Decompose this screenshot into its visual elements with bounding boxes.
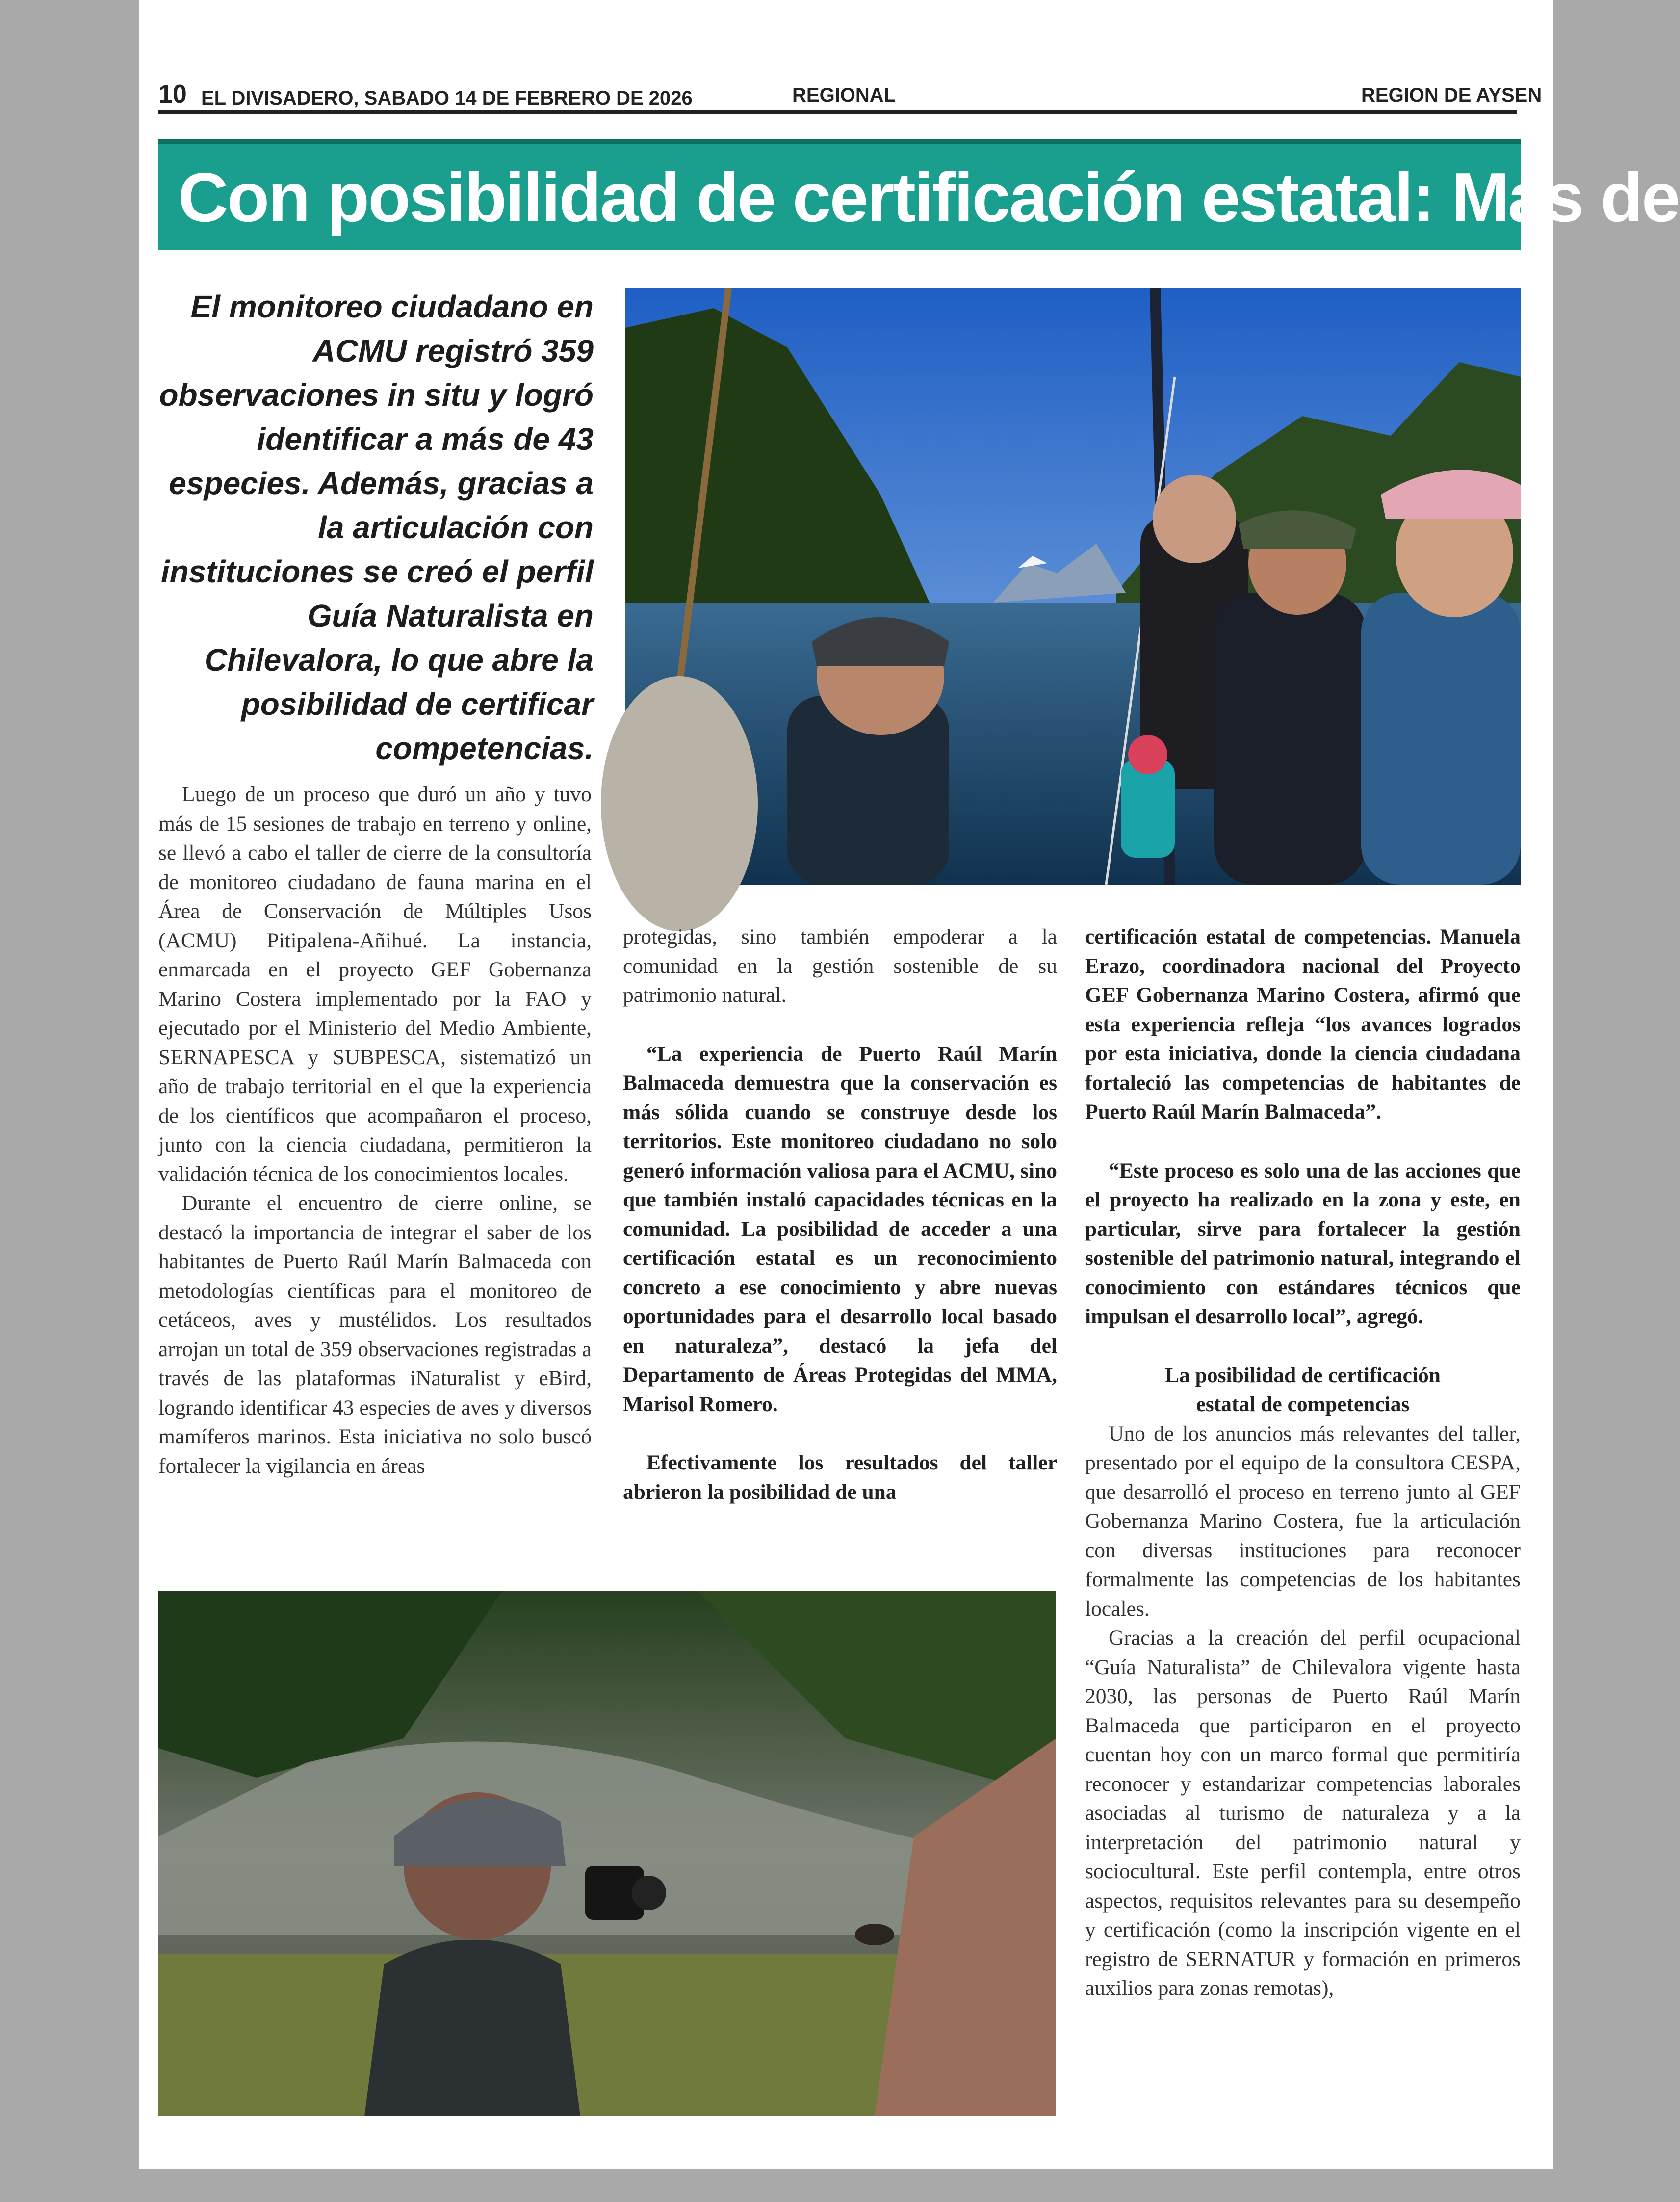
page-number: 10 [158,80,187,108]
photo-photographer-sea-lion [158,1591,1056,2116]
column3-paragraph-2: “Este proceso es solo una de las acciones que el proyecto ha realizado en la zona y este, en particular, sirve para fortalecer la gestión sostenible del patrimonio natural, integrando el conocimiento con estándares técnicos que impulsan el desarrollo local”, agregó. [1085,1158,1521,1328]
column2-paragraph-3: Efectivamente los resultados del taller abrieron la posibilidad de una [623,1451,1057,1504]
publication-dateline: EL DIVISADERO, SABADO 14 DE FEBRERO DE 2026 [201,87,693,109]
header-rule [158,110,1517,114]
section-subhead [1085,1361,1521,1419]
section-label: REGIONAL [792,84,896,106]
column2-paragraph-1: protegidas, sino también empoderar a la comunidad en la gestión sostenible de su patrimonio natural. [623,925,1057,1007]
region-label: REGION DE AYSEN [1361,84,1542,106]
article-column-1 [158,780,592,1481]
column3-paragraph-3: Uno de los anuncios más relevantes del taller, presentado por el equipo de la consultora CESPA, que desarrolló el proceso en terreno junto al GEF Gobernanza Marino Costera, fue la articulación con diversas instituciones para reconocer formalmente las competencias de los habitantes locales. [1085,1421,1521,1621]
article-deck: El monitoreo ciudadano en ACMU registró 359 observaciones in situ y logró identificar a más de 43 especies. Además, gracias a la articulación con instituciones se creó el perfil Guía Naturalista en Chilevalora, lo que abre la posibilidad de certificar competencias. [159,289,594,766]
subhead-line-1: La posibilidad de certificación [1165,1363,1441,1387]
photo-boat-observers [625,288,1521,885]
subhead-line-2: estatal de competencias [1196,1392,1410,1416]
headline: Con posibilidad de certificación estatal: Más de [178,158,1679,236]
photo-boat-observers-illustration [625,288,1521,885]
column1-paragraph-2: Durante el encuentro de cierre online, se destacó la importancia de integrar el saber de los habitantes de Puerto Raúl Marín Balmaceda con metodologías científicas para el monitoreo de cetáceos, aves y mustélidos. Los resultados arrojan un total de 359 observaciones registradas a través de las plataformas iNaturalist y eBird, logrando identificar 43 especies de aves y diversos mamíferos marinos. Esta iniciativa no solo buscó fortalecer la vigilancia en áreas [158,1191,592,1478]
headline-band [158,139,1679,250]
column3-paragraph-1: certificación estatal de competencias. Manuela Erazo, coordinadora nacional del Proyecto GEF Gobernanza Marino Costera, afirmó que esta experiencia refleja “los avances logrados por esta iniciativa, donde la ciencia ciudadana fortaleció las competencias de habitantes de Puerto Raúl Marín Balmaceda”. [1085,925,1521,1124]
column3-paragraph-4: Gracias a la creación del perfil ocupacional “Guía Naturalista” de Chilevalora vigente hasta 2030, las personas de Puerto Raúl Marín Balmaceda que participaron en el proyecto cuentan hoy con un marco formal que permitiría reconocer y estandarizar competencias laborales asociadas al turismo de naturaleza y a la interpretación del patrimonio natural y sociocultural. Este perfil contempla, entre otros aspectos, requisitos relevantes para su desempeño y certificación (como la inscripción vigente en el registro de SERNATUR y formación en primeros auxilios para zonas remotas), [1085,1626,1521,2000]
column2-quote: “La experiencia de Puerto Raúl Marín Balmaceda demuestra que la conservación es más sólida cuando se construye desde los territorios. Este monitoreo ciudadano no solo generó información valiosa para el ACMU, sino que también instaló capacidades técnicas en la comunidad. La posibilidad de acceder a una certificación estatal es un reconocimiento concreto a ese conocimiento y abre nuevas oportunidades para el desarrollo local basado en naturaleza”, destacó la jefa del Departamento de Áreas Protegidas del MMA, Marisol Romero. [623,1042,1057,1416]
article-column-3 [1085,922,1521,2003]
photo-photographer-illustration [158,1591,1056,2116]
column1-paragraph-1: Luego de un proceso que duró un año y tuvo más de 15 sesiones de trabajo en terreno y online, se llevó a cabo el taller de cierre de la consultoría de monitoreo ciudadano de fauna marina en el Área de Conservación de Múltiples Usos (ACMU) Pitipalena-Añihué. La instancia, enmarcada en el proyecto GEF Gobernanza Marino Costera implementado por la FAO y ejecutado por el Ministerio del Medio Ambiente, SERNAPESCA y SUBPESCA, sistematizó un año de trabajo territorial en el que la experiencia de los científicos que acompañaron el proceso, junto con la ciencia ciudadana, permitieron la validación técnica de los conocimientos locales. [158,783,592,1186]
article-column-2 [623,922,1057,1507]
